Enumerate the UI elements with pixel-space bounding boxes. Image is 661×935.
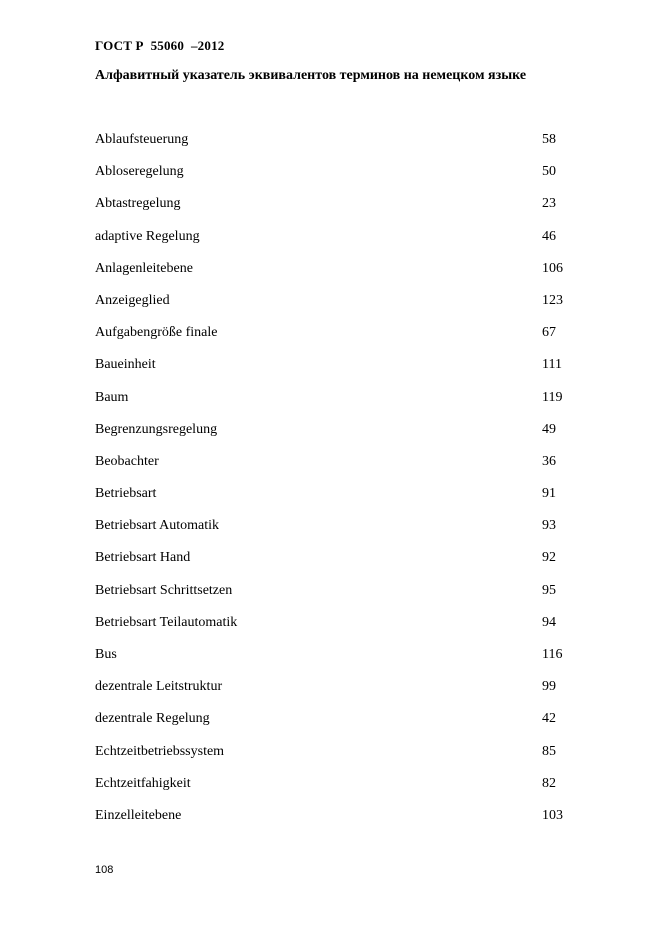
index-term: Betriebsart Teilautomatik: [95, 614, 238, 630]
index-term: Betriebsart: [95, 486, 157, 502]
index-entry: [95, 550, 575, 582]
index-entry: [95, 808, 575, 840]
index-page-ref: 23: [542, 196, 556, 212]
index-page-ref: 42: [542, 711, 556, 727]
index-entry: [95, 518, 575, 550]
index-page-ref: 36: [542, 453, 556, 469]
index-entry: [95, 325, 575, 357]
page-title: Алфавитный указатель эквивалентов терминов на немецком языке: [95, 68, 527, 83]
index-page-ref: 82: [542, 775, 556, 791]
index-entry: [95, 229, 575, 261]
standard-code: ГОСТ Р 55060 –2012: [95, 38, 225, 53]
index-page-ref: 106: [542, 260, 563, 276]
index-entry: [95, 647, 575, 679]
index-entry: [95, 454, 575, 486]
index-term: Einzelleitebene: [95, 807, 182, 823]
index-entry: [95, 744, 575, 776]
term-index-list: [95, 132, 575, 840]
index-term: Abtastregelung: [95, 196, 181, 212]
index-page-ref: 116: [542, 647, 563, 662]
index-page-ref: 58: [542, 132, 556, 147]
index-entry: [95, 132, 575, 164]
index-term: Anlagenleitebene: [95, 260, 193, 276]
index-page-ref: 67: [542, 325, 556, 341]
index-entry: [95, 615, 575, 647]
index-entry: [95, 390, 575, 422]
index-page-ref: 49: [542, 421, 556, 437]
index-term: Anzeigeglied: [95, 292, 170, 308]
index-entry: [95, 486, 575, 518]
index-page-ref: 99: [542, 679, 556, 695]
index-entry: [95, 164, 575, 196]
index-page-ref: 103: [542, 807, 563, 823]
index-term: Baum: [95, 389, 129, 405]
index-term: Betriebsart Automatik: [95, 518, 220, 534]
index-entry: [95, 293, 575, 325]
index-entry: [95, 776, 575, 808]
index-term: dezentrale Leitstruktur: [95, 679, 223, 695]
index-term: Echtzeitfahigkeit: [95, 775, 191, 791]
index-page-ref: 95: [542, 582, 556, 598]
index-page-ref: 119: [542, 389, 563, 405]
index-term: Ablaufsteuerung: [95, 132, 189, 147]
index-entry: [95, 422, 575, 454]
index-term: dezentrale Regelung: [95, 711, 210, 727]
index-term: Betriebsart Schrittsetzen: [95, 582, 233, 598]
index-term: Aufgabengröße finale: [95, 325, 218, 341]
index-term: Beobachter: [95, 453, 159, 469]
index-term: Bus: [95, 647, 117, 662]
index-page-ref: 92: [542, 550, 556, 566]
index-term: adaptive Regelung: [95, 228, 200, 244]
index-term: Echtzeitbetriebssystem: [95, 743, 225, 759]
index-term: Betriebsart Hand: [95, 550, 191, 566]
index-page-ref: 85: [542, 743, 556, 759]
index-page-ref: 111: [542, 357, 562, 373]
index-page-ref: 50: [542, 164, 556, 180]
page-number: 108: [95, 864, 114, 876]
index-term: Begrenzungsregelung: [95, 421, 218, 437]
index-entry: [95, 196, 575, 228]
index-entry: [95, 679, 575, 711]
index-page-ref: 123: [542, 292, 563, 308]
index-entry: [95, 711, 575, 743]
index-entry: [95, 261, 575, 293]
index-page-ref: 94: [542, 614, 556, 630]
index-page-ref: 93: [542, 518, 556, 534]
index-entry: [95, 583, 575, 615]
index-term: Baueinheit: [95, 357, 156, 373]
index-page-ref: 91: [542, 486, 556, 502]
index-term: Abloseregelung: [95, 164, 184, 180]
index-entry: [95, 357, 575, 389]
index-page-ref: 46: [542, 228, 556, 244]
